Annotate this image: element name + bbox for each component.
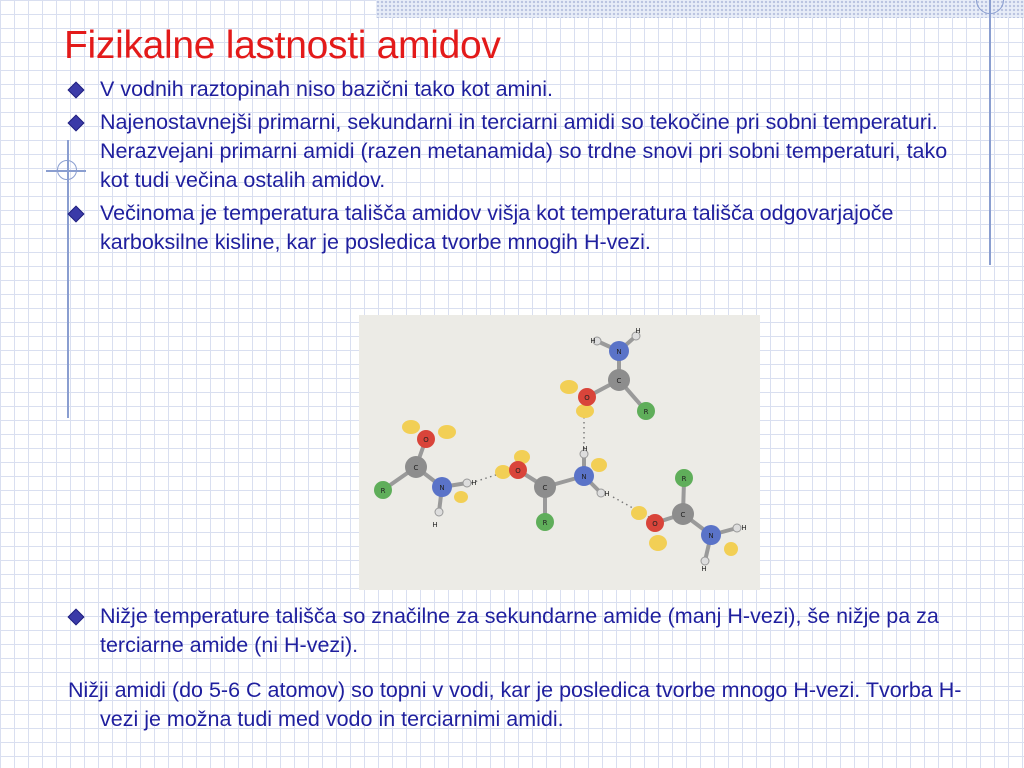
svg-text:O: O	[652, 520, 658, 528]
bullet-text: Nižje temperature tališča so značilne za sekundarne amide (manj H-vezi), še nižje pa za terciarne amide (ni H-vezi).	[100, 604, 939, 657]
bullet-item	[62, 75, 962, 104]
atoms	[374, 332, 741, 565]
svg-text:O: O	[515, 467, 521, 475]
svg-text:N: N	[581, 473, 587, 481]
svg-text:N: N	[616, 348, 622, 356]
bullet-item	[62, 108, 962, 195]
svg-text:H: H	[635, 327, 641, 335]
right-decorative-line	[989, 0, 991, 265]
svg-text:R: R	[681, 475, 687, 483]
svg-text:N: N	[439, 484, 445, 492]
hydrogen-atom	[733, 524, 741, 532]
bullet-list-upper	[62, 75, 962, 261]
svg-text:H: H	[604, 490, 610, 498]
svg-text:H: H	[582, 445, 588, 453]
bullet-list-lower	[62, 602, 962, 664]
bullet-text: Najenostavnejši primarni, sekundarni in terciarni amidi so tekočine pri sobni temperaturi. Nerazvejani primarni amidi (razen metanamida) so trdne snovi pri sobni temperaturi, tako kot tudi večina ostalih amidov.	[100, 110, 948, 192]
svg-text:C: C	[413, 464, 419, 472]
bullet-item	[62, 602, 962, 660]
molecule-diagram	[359, 315, 760, 590]
svg-text:H: H	[741, 524, 747, 532]
top-decorative-band	[376, 0, 1024, 18]
svg-text:H: H	[701, 565, 707, 573]
svg-text:H: H	[432, 521, 438, 529]
svg-text:R: R	[380, 487, 386, 495]
svg-text:C: C	[680, 511, 686, 519]
svg-text:H: H	[590, 337, 596, 345]
hydrogen-atom	[701, 557, 709, 565]
bullet-text: Večinoma je temperatura tališča amidov višja kot temperatura tališča odgovarjajoče karboksilne kisline, kar je posledica tvorbe mnogih H-vezi.	[100, 201, 894, 254]
diamond-bullet-icon	[68, 82, 85, 99]
svg-text:O: O	[423, 436, 429, 444]
svg-text:N: N	[708, 532, 714, 540]
atom-labels	[381, 327, 747, 573]
svg-text:C: C	[616, 377, 622, 385]
diamond-bullet-icon	[68, 609, 85, 626]
hydrogen-atom	[463, 479, 471, 487]
svg-text:R: R	[643, 408, 649, 416]
hydrogen-atom	[435, 508, 443, 516]
amide-hydrogen-bonding-figure	[359, 315, 760, 590]
bullet-item	[62, 199, 940, 257]
diamond-bullet-icon	[68, 206, 85, 223]
svg-text:O: O	[584, 394, 590, 402]
svg-text:H: H	[471, 479, 477, 487]
diamond-bullet-icon	[68, 115, 85, 132]
lone-pairs	[402, 380, 738, 556]
bullet-text: V vodnih raztopinah niso bazični tako kot amini.	[100, 77, 553, 101]
closing-paragraph: Nižji amidi (do 5-6 C atomov) so topni v vodi, kar je posledica tvorbe mnogo H-vezi. Tvorba H-vezi je možna tudi med vodo in terciarnimi amidi.	[68, 678, 962, 731]
hydrogen-bonds	[471, 412, 649, 517]
slide-title: Fizikalne lastnosti amidov	[64, 24, 501, 67]
svg-text:C: C	[542, 484, 548, 492]
svg-text:R: R	[542, 519, 548, 527]
